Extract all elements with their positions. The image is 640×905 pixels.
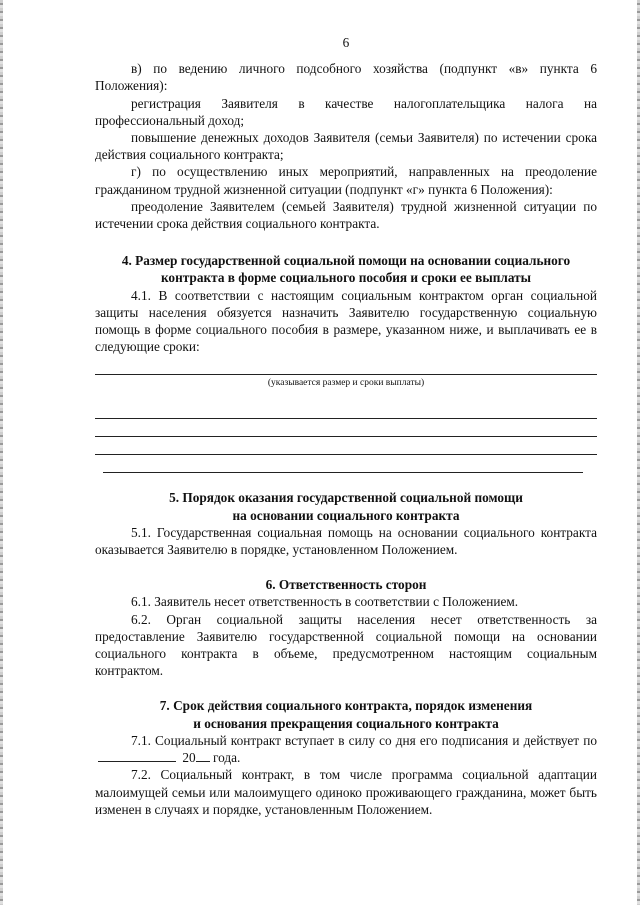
page-number: 6 (342, 35, 350, 50)
fill-in-line (95, 357, 597, 375)
intro-paragraph-income: повышение денежных доходов Заявителя (семьи Заявителя) по истечении срока действия социального контракта; (95, 130, 597, 163)
section-6-paragraph-1: 6.1. Заявитель несет ответственность в соответствии с Положением. (131, 594, 519, 610)
fill-in-line (95, 437, 597, 455)
section-4-heading: 4. Размер государственной социальной помощи на основании социального контракта в форме социального пособия и сроки ее выплаты (121, 253, 571, 286)
section-6-paragraph-2: 6.2. Орган социальной защиты населения несет ответственность за предоставление Заявителю государственной социальной помощи на основании социального контракта в объеме, предусмотренном настоящим социальным контрактом. (95, 611, 597, 679)
fill-in-line (103, 455, 583, 473)
intro-paragraph-overcome: преодоление Заявителем (семьей Заявителя) трудной жизненной ситуации по истечении срока действия социального контракта. (95, 198, 597, 232)
date-blank (98, 749, 176, 762)
section-7-paragraph-2: 7.2. Социальный контракт, в том числе программа социальной адаптации малоимущей семьи или малоимущего одиноко проживающего гражданина, может быть изменен в случаях и порядке, установленным Положением. (95, 767, 597, 817)
intro-paragraph-registration: регистрация Заявителя в качестве налогоплательщика налога на профессиональный доход; (95, 95, 597, 128)
section-5-heading: 5. Порядок оказания государственной социальной помощи на основании социального контракта (169, 490, 523, 523)
fill-in-line (95, 401, 597, 419)
section-5-paragraph-1: 5.1. Государственная социальная помощь на основании социального контракта оказывается Заявителю в порядке, установленном Положением. (95, 524, 597, 558)
fill-in-caption: (указывается размер и сроки выплаты) (267, 378, 425, 389)
payment-fill-in-block (95, 357, 597, 473)
section-4-paragraph-1: 4.1. В соответствии с настоящим социальным контрактом орган социальной защиты населения обязуется назначить Заявителю государственную социальную помощь в форме социального пособия в размере, указанном ниже, и выплачивать ее в следующие сроки: (95, 287, 597, 355)
scan-edge-left (0, 0, 3, 905)
section-7-heading: 7. Срок действия социального контракта, порядок изменения и основания прекращения социального контракта (159, 698, 533, 731)
fill-in-line (95, 419, 597, 437)
intro-paragraph-v: в) по ведению личного подсобного хозяйства (подпункт «в» пункта 6 Положения): (95, 61, 597, 94)
document-page (95, 34, 597, 818)
intro-paragraph-g: г) по осуществлению иных мероприятий, направленных на преодоление гражданином трудной жизненной ситуации (подпункт «г» пункта 6 Положения): (95, 164, 597, 197)
section-7-paragraph-1: 7.1. Социальный контракт вступает в силу со дня его подписания и действует по 20 года. (95, 732, 597, 766)
year-blank (196, 749, 210, 762)
section-6-heading: 6. Ответственность сторон (265, 577, 427, 593)
